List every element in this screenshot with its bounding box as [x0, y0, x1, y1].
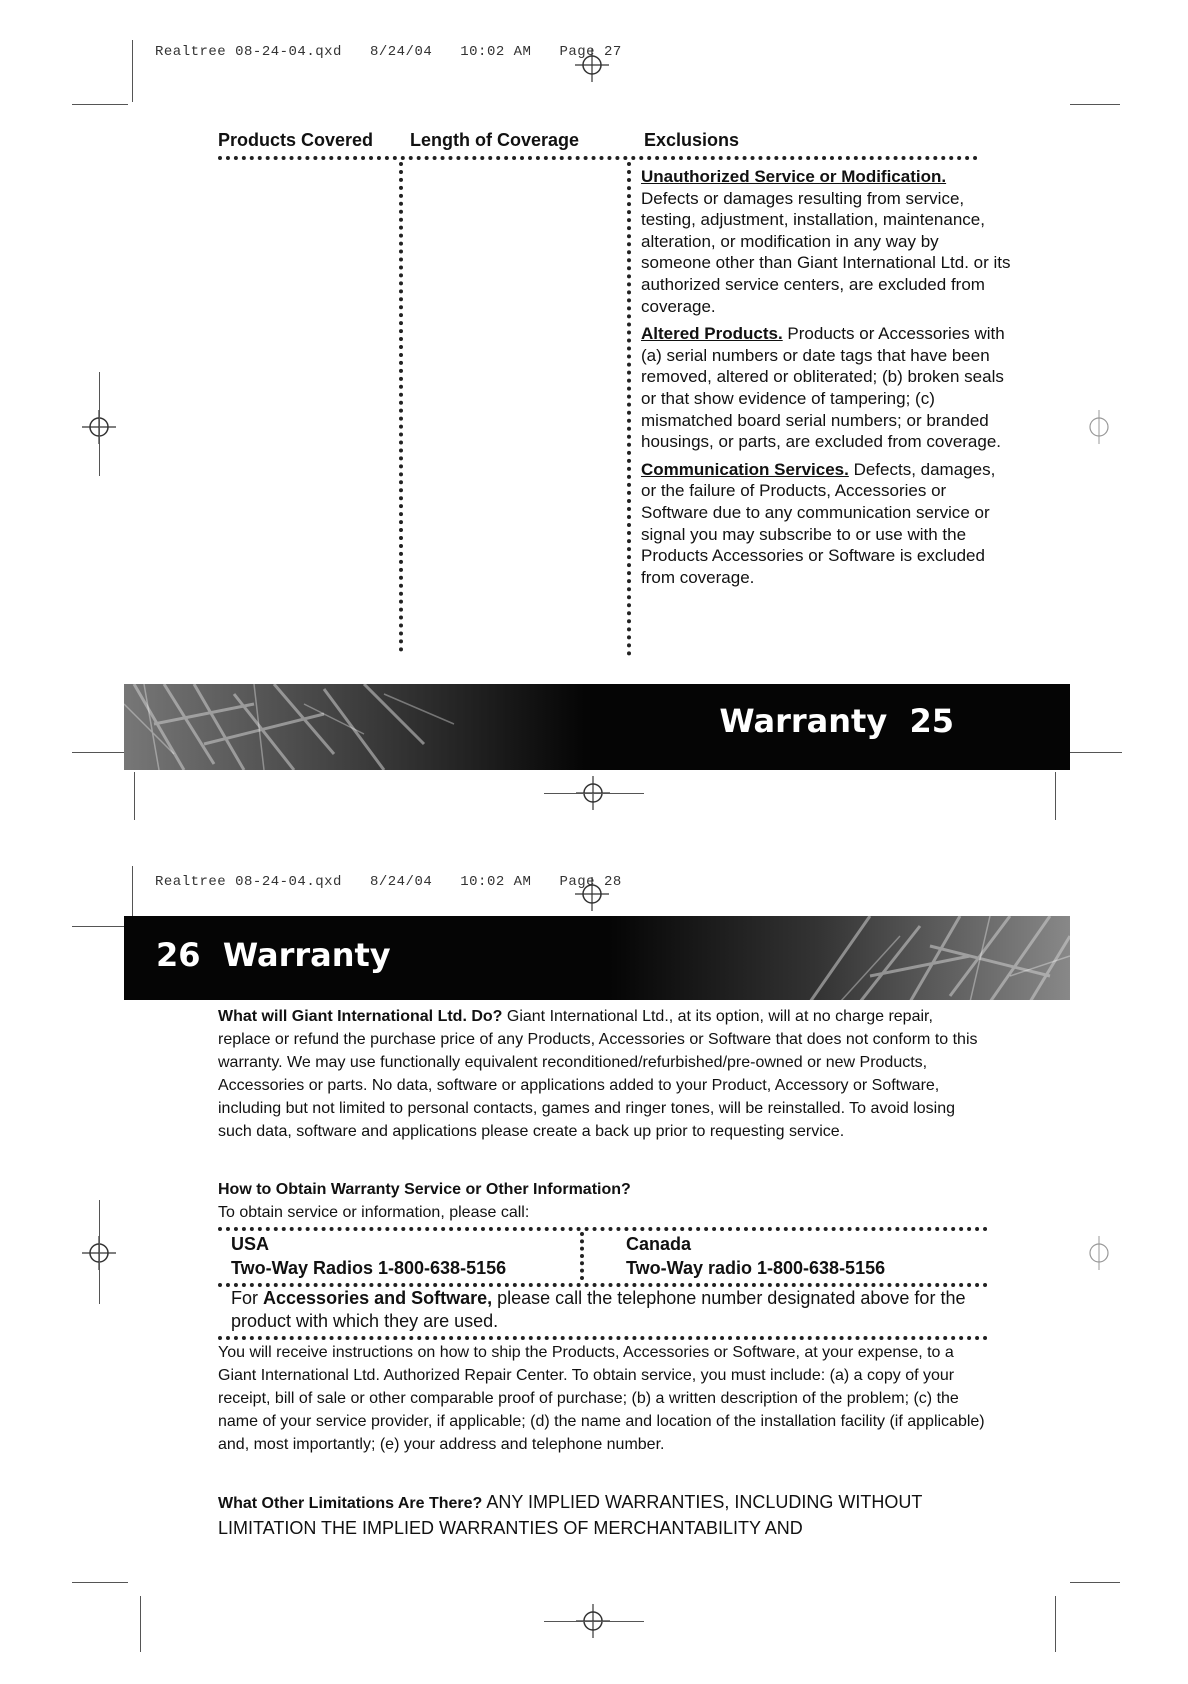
crop-mark [99, 372, 100, 476]
column-divider-2 [627, 162, 631, 656]
crop-mark [99, 1200, 100, 1304]
paragraph-lead: What Other Limitations Are There? [218, 1495, 483, 1512]
section-banner-bottom [124, 916, 1070, 1000]
contact-table-bottom-rule [218, 1336, 988, 1340]
slug-time: 10:02 AM [460, 44, 532, 60]
header-divider [218, 156, 978, 160]
registration-mark-icon [575, 877, 609, 911]
crop-mark [1055, 1596, 1056, 1652]
crop-mark [72, 1582, 128, 1583]
exclusion-text: Products or Accessories with (a) serial numbers or date tags that have been removed, altered or obliterated; (b) broken seals or that show evidence of tampering; (c) mismatched board serial numbers; or branded housings, or parts, are excluded from coverage. [641, 324, 1005, 452]
crop-mark [1070, 1582, 1120, 1583]
slug-page: Page 28 [559, 874, 622, 890]
note-pre: For [231, 1288, 264, 1308]
slug-time: 10:02 AM [460, 874, 532, 890]
note-bold: Accessories and Software, [263, 1288, 493, 1308]
registration-mark-icon [575, 48, 609, 82]
section-heading: How to Obtain Warranty Service or Other Information? [218, 1181, 631, 1198]
contact-table-top-rule [218, 1227, 988, 1231]
slug-file: Realtree 08-24-04.qxd [155, 44, 342, 60]
paragraph-text: You will receive instructions on how to ship the Products, Accessories or Software, at your expense, to a Giant International Ltd. Authorized Repair Center. To obtain service, you must include: (a) a copy of your receipt, bill of sale or other comparable proof of purchase; (b) a written description of the problem; (c) the name of your service provider, if applicable; (d) the name and location of the installation facility (if applicable) and, most importantly; (e) your address and telephone number. [218, 1344, 985, 1453]
header-length-of-coverage: Length of Coverage [410, 130, 580, 150]
header-exclusions: Exclusions [644, 130, 740, 150]
exclusion-item [641, 166, 1011, 317]
section-how-to-obtain [218, 1178, 988, 1224]
usa-phone-line: Two-Way Radios 1-800-638-5156 [231, 1258, 507, 1278]
crop-mark [72, 752, 124, 753]
crop-mark [132, 40, 133, 102]
foliage-texture [610, 916, 1070, 1000]
paragraph-shipping [218, 1341, 988, 1456]
banner-page-number: 26 [156, 936, 201, 974]
section-banner-top [124, 684, 1070, 770]
usa-label: USA [231, 1234, 270, 1254]
crop-mark [1070, 752, 1122, 753]
header-products-covered: Products Covered [218, 130, 374, 150]
crop-mark [1055, 772, 1056, 820]
paragraph-text: Giant International Ltd., at its option, will at no charge repair, replace or refund the purchase price of any Products, Accessories or Software that does not conform to this warranty. We may use functionally equivalent reconditioned/refurbished/pre-owned or new Products, Accessories or parts. No data, software or applications added to your Product, Accessory or Software, including but not limited to personal contacts, games and ringer tones, will be reinstalled. To avoid losing such data, software and applications please create a back up prior to requesting service. [218, 1008, 978, 1140]
crop-mark [72, 104, 128, 105]
crop-mark [544, 1621, 644, 1622]
exclusion-text: Defects, damages, or the failure of Products, Accessories or Software due to any communication service or signal you may subscribe to or use with the Products Accessories or Software is excluded from coverage. [641, 459, 996, 587]
accessories-note [231, 1287, 991, 1333]
exclusion-text: Defects or damages resulting from service, testing, adjustment, installation, maintenance, alteration, or modification in any way by someone other than Giant International Ltd. or its authorized service centers, are excluded from coverage. [641, 188, 1011, 316]
foliage-texture [124, 684, 584, 770]
crop-mark [132, 866, 133, 922]
banner-title [719, 702, 954, 740]
registration-mark-icon [1082, 1236, 1116, 1270]
paragraph-service [218, 1005, 988, 1143]
crop-mark [134, 772, 135, 820]
contact-table-divider [580, 1232, 584, 1280]
note-post: please call the telephone number designated above for the product with which they are used. [231, 1288, 966, 1331]
banner-page-number: 25 [909, 702, 954, 740]
section-text: To obtain service or information, please call: [218, 1204, 530, 1221]
crop-mark [544, 793, 644, 794]
slug-date: 8/24/04 [369, 44, 433, 60]
canada-label: Canada [626, 1234, 692, 1254]
canada-phone-line: Two-Way radio 1-800-638-5156 [626, 1258, 886, 1278]
crop-mark [72, 926, 124, 927]
slug-file: Realtree 08-24-04.qxd [155, 874, 342, 890]
exclusion-title: Altered Products. [641, 324, 783, 344]
slug-date: 8/24/04 [369, 874, 433, 890]
exclusion-title: Unauthorized Service or Modification. [641, 167, 947, 186]
exclusion-title: Communication Services. [641, 459, 849, 479]
paragraph-text: ANY IMPLIED WARRANTIES, INCLUDING WITHOUT LIMITATION THE IMPLIED WARRANTIES OF MERCHANTABILITY AND [218, 1492, 923, 1538]
paragraph-lead: What will Giant International Ltd. Do? [218, 1008, 503, 1025]
exclusion-item [641, 459, 1011, 589]
banner-title-text: Warranty [719, 702, 888, 740]
crop-mark [140, 1596, 141, 1652]
exclusion-item [641, 323, 1011, 453]
slug-page: Page 27 [559, 44, 622, 60]
crop-mark [1070, 104, 1120, 105]
banner-title [156, 936, 391, 974]
paragraph-limitations [218, 1490, 988, 1540]
exclusions-list [641, 166, 1011, 594]
banner-title-text: Warranty [222, 936, 391, 974]
registration-mark-icon [1082, 410, 1116, 444]
column-divider-1 [399, 162, 403, 652]
